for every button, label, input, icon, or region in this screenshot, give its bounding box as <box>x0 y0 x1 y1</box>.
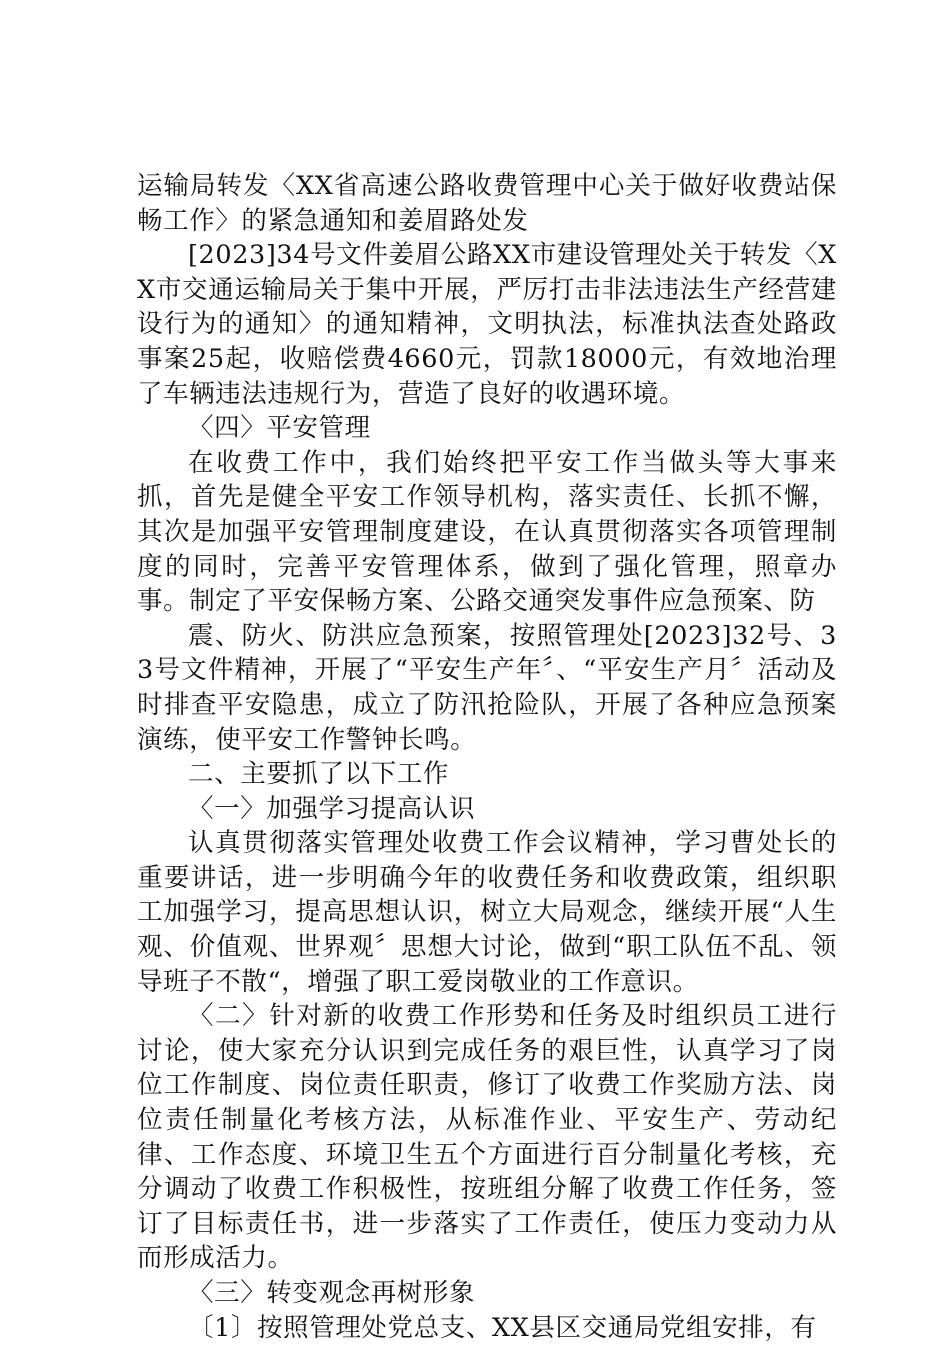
paragraph-study: 认真贯彻落实管理处收费工作会议精神，学习曹处长的重要讲话，进一步明确今年的收费任务和收费政策，组织职工加强学习，提高思想认识，树立大局观念，继续开展“人生观、价值观、世界观〞思想大讨论，做到“职工队伍不乱、领导班子不散“，增强了职工爱岗敬业的工作意识。 <box>137 828 837 997</box>
paragraph-party-arrangement: 〔1〕按照管理处党总支、XX县区交通局党组安排，有 <box>188 1312 817 1343</box>
heading-change-concept: 〈三〉转变观念再树形象 <box>188 1278 476 1308</box>
paragraph-emergency-plans: 震、防火、防洪应急预案，按照管理处[2023]32号、33号文件精神，开展了“平安生产年〞、“平安生产月〞活动及时排查平安隐患，成立了防汛抢险队，开展了各种应急预案演练，使平安工作警钟长鸣。 <box>137 620 837 755</box>
paragraph-safety-work: 在收费工作中，我们始终把平安工作当做头等大事来抓，首先是健全平安工作领导机构，落实责任、长抓不懈，其次是加强平安管理制度建设，在认真贯彻落实各项管理制度的同时，完善平安管理体系，做到了强化管理，照章办事。制定了平安保畅方案、公路交通突发事件应急预案、防 <box>137 447 837 617</box>
paragraph-transfer-notice: 运输局转发〈XX省高速公路收费管理中心关于做好收费站保畅工作〉的紧急通知和姜眉路处发 <box>137 171 837 236</box>
heading-main-work: 二、主要抓了以下工作 <box>188 759 450 790</box>
paragraph-discussion: 〈二〉针对新的收费工作形势和任务及时组织员工进行讨论，使大家充分认识到完成任务的艰巨性，认真学习了岗位工作制度、岗位责任职责，修订了收费工作奖励方法、岗位责任制量化考核方法，从标准作业、平安生产、劳动纪律、工作态度、环境卫生五个方面进行百分制量化考核，充分调动了收费工作积极性，按班组分解了收费工作任务，签订了目标责任书，进一步落实了工作责任，使压力变动力从而形成活力。 <box>137 1001 837 1274</box>
heading-study: 〈一〉加强学习提高认识 <box>188 793 476 824</box>
document-body <box>137 169 837 1345</box>
paragraph-road-enforcement: [2023]34号文件姜眉公路XX市建设管理处关于转发〈XX市交通运输局关于集中开展，严厉打击非法违法生产经营建设行为的通知〉的通知精神，文明执法，标准执法查处路政事案25起，收赔偿费4660元，罚款18000元，有效地治理了车辆违法违规行为，营造了良好的收遇环境。 <box>137 240 837 409</box>
heading-safety-management: 〈四〉平安管理 <box>188 413 371 444</box>
